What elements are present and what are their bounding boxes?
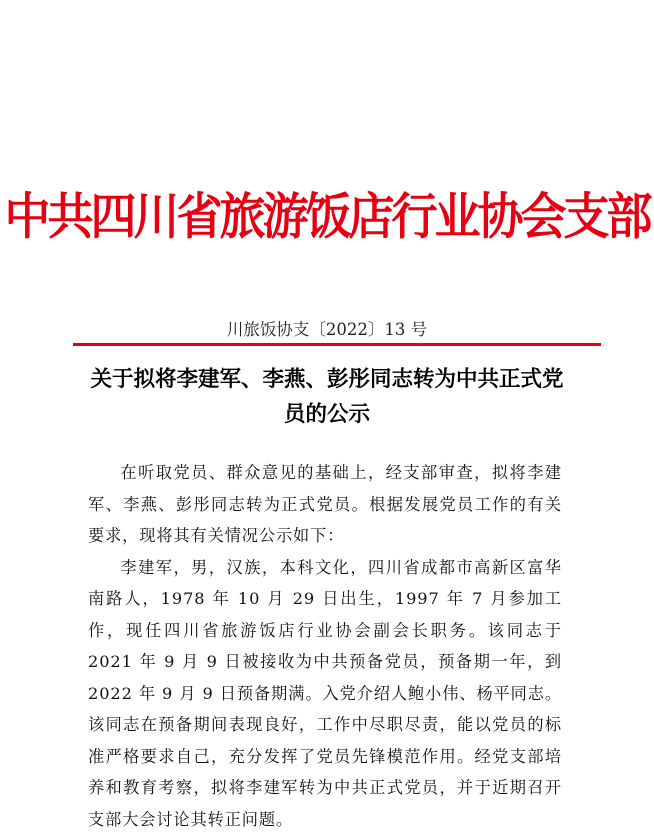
body-paragraph-candidate: 李建军，男，汉族，本科文化，四川省成都市高新区富华南路人，1978 年 10 月 29 日出生，1997 年 7 月参加工作，现任四川省旅游饭店行业协会副会长职务。该同志于 2021 年 9 月 9 日被接收为中共预备党员，预备期一年，到 2022 年 9 月 9 日预备期满。入党介绍人鲍小伟、杨平同志。该同志在预备期间表现良好，工作中尽职尽责，能以党员的标准严格要求自己，充分发挥了党员先锋模范作用。经党支部培养和教育考察，拟将李建军转为中共正式党员，并于近期召开支部大会讨论其转正问题。 [88, 552, 562, 835]
issuing-organization-header: 中共四川省旅游饭店行业协会支部 [0, 184, 654, 249]
red-divider-line [73, 343, 601, 346]
document-title: 关于拟将李建军、李燕、彭彤同志转为中共正式党员的公示 [80, 362, 574, 432]
body-paragraph-intro: 在听取党员、群众意见的基础上，经支部审查，拟将李建军、李燕、彭彤同志转为正式党员。根据发展党员工作的有关要求，现将其有关情况公示如下： [88, 457, 562, 552]
document-body [88, 457, 562, 835]
document-number: 川旅饭协支〔2022〕13 号 [0, 318, 654, 342]
